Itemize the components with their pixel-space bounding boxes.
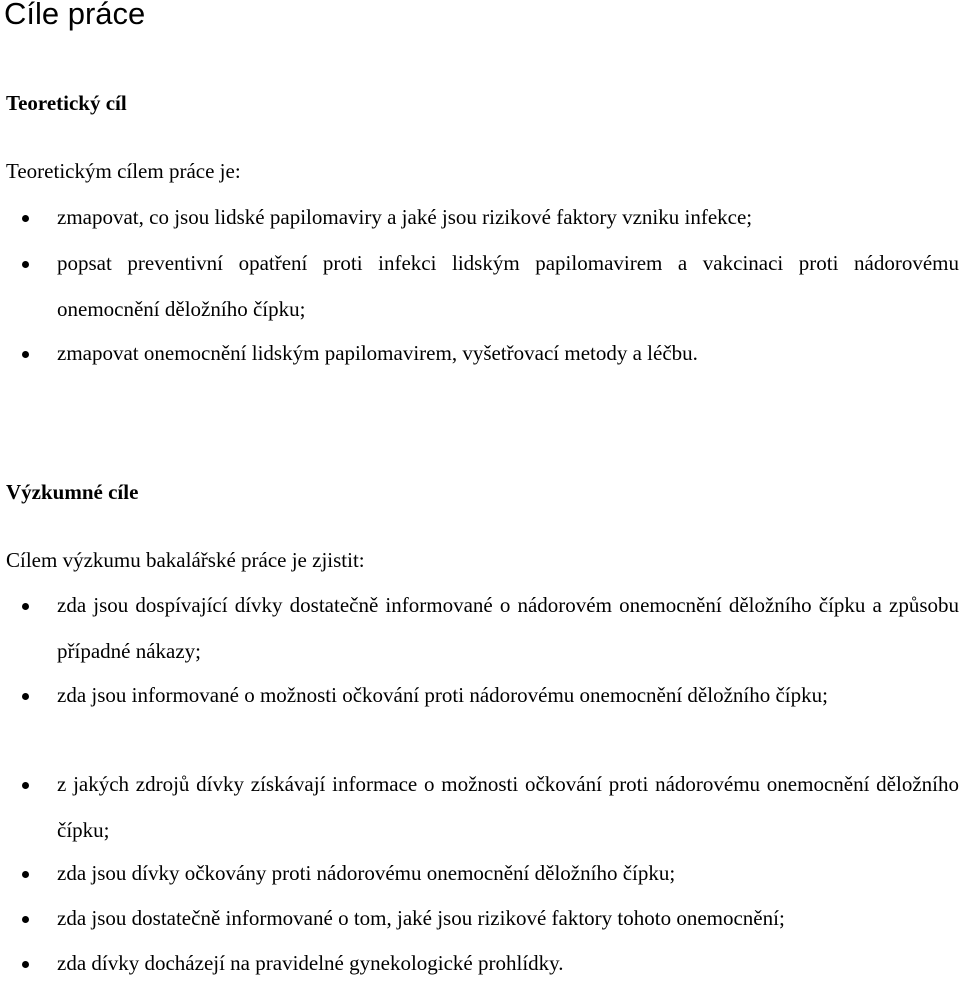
page-title: Cíle práce bbox=[4, 0, 146, 31]
theoretical-goal-item-text: zmapovat onemocnění lidským papilomavirem, vyšetřovací metody a léčbu. bbox=[57, 341, 698, 365]
bullet-icon bbox=[22, 603, 29, 610]
bullet-icon bbox=[22, 782, 29, 789]
theoretical-goal-heading: Teoretický cíl bbox=[6, 91, 127, 115]
theoretical-goal-item-text: popsat preventivní opatření proti infekci lidským papilomavirem a vakcinaci proti nádorovému onemocnění děložního čípku; bbox=[57, 251, 959, 321]
research-goal-item-text: zda jsou dívky očkovány proti nádorovému onemocnění děložního čípku; bbox=[57, 861, 676, 885]
bullet-icon bbox=[22, 871, 29, 878]
bullet-icon bbox=[22, 693, 29, 700]
theoretical-goal-intro: Teoretickým cílem práce je: bbox=[6, 159, 241, 183]
theoretical-goal-item-text: zmapovat, co jsou lidské papilomaviry a jaké jsou rizikové faktory vzniku infekce; bbox=[57, 205, 753, 229]
research-goal-item-text: z jakých zdrojů dívky získávají informace o možnosti očkování proti nádorovému onemocnění děložního čípku; bbox=[57, 772, 959, 842]
research-goals-intro: Cílem výzkumu bakalářské práce je zjistit: bbox=[6, 548, 365, 572]
bullet-icon bbox=[22, 215, 29, 222]
bullet-icon bbox=[22, 916, 29, 923]
research-goal-item-text: zda jsou dospívající dívky dostatečně informované o nádorovém onemocnění děložního čípku a způsobu případné nákazy; bbox=[57, 593, 959, 663]
research-goal-item-text: zda dívky docházejí na pravidelné gynekologické prohlídky. bbox=[57, 951, 564, 975]
research-goal-item-text: zda jsou dostatečně informované o tom, jaké jsou rizikové faktory tohoto onemocnění; bbox=[57, 906, 785, 930]
research-goal-item-text: zda jsou informované o možnosti očkování proti nádorovému onemocnění děložního čípku; bbox=[57, 683, 828, 707]
bullet-icon bbox=[22, 261, 29, 268]
research-goals-heading: Výzkumné cíle bbox=[6, 480, 139, 504]
bullet-icon bbox=[22, 961, 29, 968]
bullet-icon bbox=[22, 351, 29, 358]
